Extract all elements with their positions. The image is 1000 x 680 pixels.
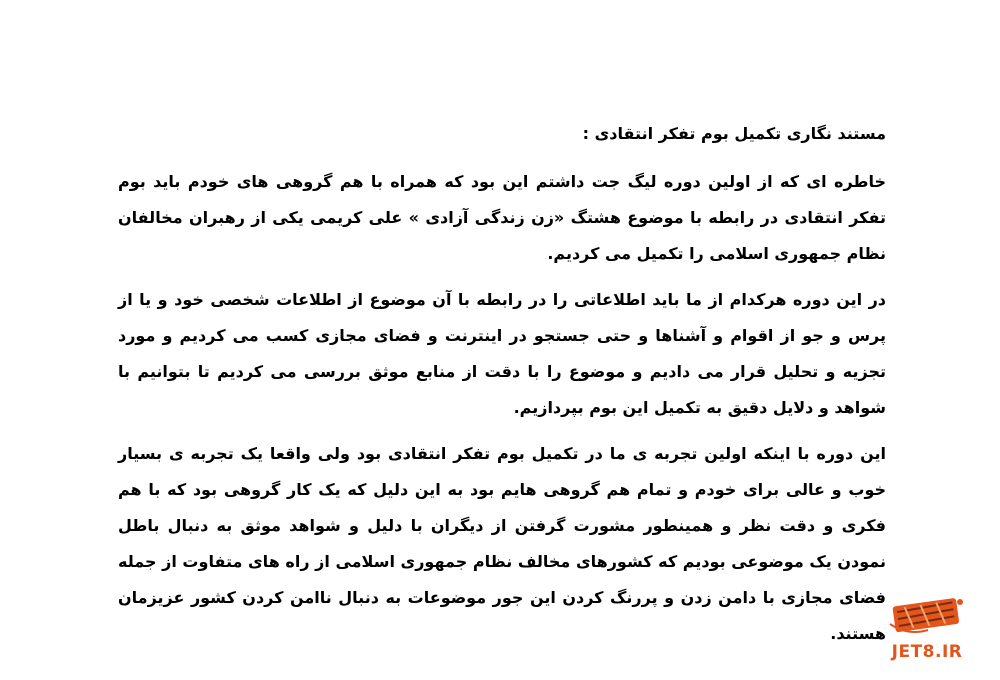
watermark [872,594,982,666]
document-body [118,118,886,662]
jet8-logo-icon [888,594,966,638]
paragraph-2: در این دوره هرکدام از ما باید اطلاعاتی را در رابطه با آن موضوع از اطلاعات شخصی خود و یا از پرس و جو از اقوام و آشناها و حتی جستجو در اینترنت و فضای مجازی کسب می کردیم و مورد تجزیه و تحلیل قرار می دادیم و موضوع را با دقت از منابع موثق بررسی می کردیم تا بتوانیم با شواهد و دلایل دقیق به تکمیل این بوم بپردازیم. [118,290,886,417]
paragraph-3: این دوره با اینکه اولین تجربه ی ما در تکمیل بوم تفکر انتقادی بود ولی واقعا یک تجربه ی بسیار خوب و عالی برای خودم و تمام هم گروهی هایم بود به این دلیل که یک کار گروهی بود که با هم فکری و دقت نظر و همینطور مشورت گرفتن از دیگران با دلیل و شواهد موثق به دنبال باطل نمودن یک موضوعی بودیم که کشورهای مخالف نظام جمهوری اسلامی از راه های متفاوت از جمله فضای مجازی با دامن زدن و پررنگ کردن این جور موضوعات به دنبال ناامن کردن کشور عزیزمان هستند. [118,444,886,643]
document-title: مستند نگاری تکمیل بوم تفکر انتقادی : [582,124,886,143]
watermark-text: JET8.IR [891,642,963,662]
paragraph-1: خاطره ای که از اولین دوره لیگ جت داشتم این بود که همراه با هم گروهی های خودم باید بوم تفکر انتقادی در رابطه با موضوع هشتگ «زن زندگی آزادی » علی کریمی یکی از رهبران مخالفان نظام جمهوری اسلامی را تکمیل می کردیم. [118,172,886,263]
